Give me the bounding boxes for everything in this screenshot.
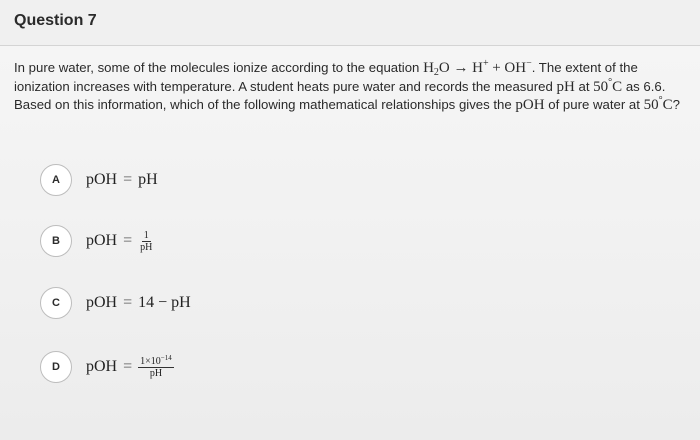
option-d-fraction: [138, 353, 174, 379]
option-d[interactable]: [40, 350, 174, 384]
equation-plus: +: [492, 60, 501, 76]
option-b-button[interactable]: B: [40, 225, 72, 257]
poh-term: pOH: [515, 97, 545, 114]
option-b-numerator: 1: [143, 229, 149, 241]
question-intro: In pure water, some of the molecules ionize according to the equation: [14, 60, 420, 75]
question-text: [14, 59, 689, 115]
option-a-lhs: pOH: [86, 171, 118, 188]
option-d-numerator: $1\times 10^{-14}$: [140, 353, 172, 367]
option-a[interactable]: [40, 163, 158, 197]
question-title: Question 7: [14, 12, 97, 29]
option-c-equals: =: [123, 294, 133, 311]
equation-hydroxide-ion: OH−: [504, 58, 532, 76]
equation-reactant: $H_2O$: [423, 60, 450, 78]
option-b[interactable]: [40, 224, 154, 258]
equation-hydrogen-ion: H+: [472, 58, 489, 76]
option-a-button[interactable]: A: [40, 164, 72, 196]
option-c-rhs: 14 − pH: [138, 294, 191, 311]
option-b-lhs: pOH: [86, 232, 118, 249]
temperature: 50°C: [593, 76, 623, 95]
option-c-button[interactable]: C: [40, 287, 72, 319]
option-d-exponent: −14: [160, 353, 172, 362]
option-d-denominator: pH: [149, 367, 163, 379]
option-d-lhs: pOH: [86, 358, 118, 375]
equation-arrow: →: [453, 60, 469, 76]
question-mark: ?: [672, 97, 680, 113]
option-b-formula: [86, 230, 154, 253]
option-b-fraction: [138, 230, 154, 253]
option-d-button[interactable]: D: [40, 351, 72, 383]
question-text-after-equation: . The extent of the ionization increases with temperature. A student heats pure water and records the measured: [14, 60, 638, 94]
temperature-end: 50°C: [643, 95, 673, 114]
question-followup: Based on this information, which of the following mathematical relationships gives the: [14, 97, 512, 113]
option-c[interactable]: [40, 286, 191, 320]
option-a-rhs: pH: [138, 171, 158, 188]
question-header: [0, 0, 700, 46]
at-word: at: [578, 78, 590, 94]
ph-value-text: as 6.6.: [625, 78, 666, 94]
option-a-equals: =: [123, 171, 133, 188]
option-c-lhs: pOH: [86, 294, 118, 311]
option-b-denominator: pH: [140, 241, 153, 253]
option-d-formula: [86, 353, 174, 379]
option-b-equals: =: [123, 232, 133, 249]
ph-term: pH: [556, 78, 575, 95]
question-text-of-water: of pure water at: [548, 97, 640, 113]
option-d-equals: =: [123, 358, 133, 375]
option-a-formula: [86, 171, 158, 189]
option-c-formula: [86, 294, 191, 312]
